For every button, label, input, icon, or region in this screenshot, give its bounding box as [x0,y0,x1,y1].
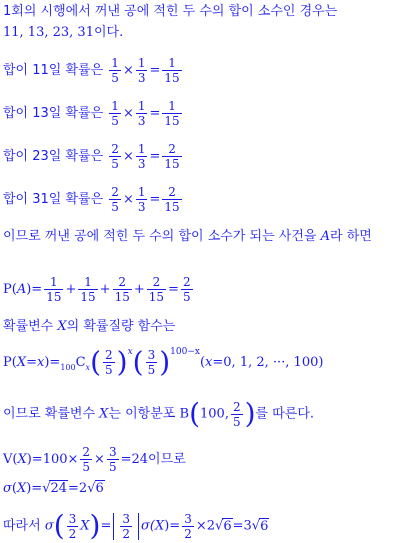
binomial-text-a: 이므로 확률변수 [3,406,100,422]
fraction: $\frac{2}{15}$ [164,185,180,214]
pa-rhs: )= [26,282,43,297]
binomial-text-d: 를 따른다. [255,406,315,422]
event-text-b: 라 하면 [330,229,372,244]
fraction: $\frac{1}{3}$ [137,185,146,214]
fraction: $\frac{2}{5}$ [111,185,119,214]
fraction: $\frac{3}{2}$ [68,511,77,541]
pmf-equation: $P(X=x)=_{100}C_x$( $\frac{2}{5}$ )$^x$( $\frac{3}{5}$ )$^{100-x}$(x=0, 1, 2, ···, 100) [3,345,324,379]
fraction: $\frac{2}{15}$ [148,275,165,304]
pmf-intro-var: X [57,319,67,334]
fraction: $\frac{1}{3}$ [137,99,146,128]
fraction: $\frac{3}{2}$ [184,511,192,541]
fraction: $\frac{2}{15}$ [164,142,180,171]
fraction: $\frac{3}{5}$ [147,348,156,377]
fraction: $\frac{2}{5}$ [111,142,119,171]
fraction: $\frac{3}{5}$ [108,445,117,474]
pmf-intro-b: 의 확률질량 함수는 [66,319,176,334]
binomial-b: B [179,406,190,422]
text-line-2 [3,26,123,39]
fraction: $\frac{1}{5}$ [111,99,119,128]
text-line-pmf-intro [3,320,175,333]
pa-lhs: P( [3,282,17,297]
fraction: $\frac{2}{5}$ [82,445,91,474]
fraction: $\frac{1}{5}$ [111,56,119,85]
fraction: $\frac{3}{2}$ [122,511,131,541]
prob-row: 합이 11일 확률은 $\frac{1}{5}$ × $\frac{1}{3}$ = $\frac{1}{15}$ [3,56,180,85]
prob-row-label: 합이 31일 확률은 [3,192,104,207]
prob-row-label: 합이 13일 확률은 [3,106,104,121]
text-line-event [3,230,372,243]
prob-row: 합이 23일 확률은 $\frac{2}{5}$ × $\frac{1}{3}$ = $\frac{2}{15}$ [3,142,180,171]
prob-row-label: 합이 11일 확률은 [3,63,104,78]
fraction: $\frac{1}{3}$ [137,56,146,85]
variance-tail: 이므로 [148,452,186,467]
pa-var: A [16,282,27,297]
event-variable: A [320,229,330,244]
pa-equation: P(A)= $\frac{1}{15}$ + $\frac{1}{15}$ + $\frac{2}{15}$ + $\frac{2}{15}$ = $\frac{2}{5}$ [3,275,191,304]
fraction: $\frac{1}{3}$ [137,142,146,171]
text-line-binomial: 이므로 확률변수 X는 이항분포 B(100, $\frac{2}{5}$ )를 따른다. [3,397,315,430]
text-line-1 [3,5,337,18]
prob-row-label: 합이 23일 확률은 [3,149,104,164]
fraction: $\frac{2}{5}$ [182,275,191,304]
event-text-a: 이므로 꺼낸 공에 적힌 두 수의 합이 소수가 되는 사건을 [3,229,321,244]
binomial-var: X [99,406,109,422]
final-equation: 따라서 σ( $\frac{3}{2}$ X)= $\frac{3}{2}$ σ(X)= $\frac{3}{2}$ ×2√6=3√6 [3,509,269,542]
fraction: $\frac{2}{5}$ [232,399,241,429]
fraction: $\frac{1}{15}$ [164,99,180,128]
final-label: 따라서 [3,518,45,534]
fraction: $\frac{1}{15}$ [80,275,96,304]
prime-sums: 11, 13, 23, 31이다. [3,25,124,40]
variance-equation: V(X)=100× $\frac{2}{5}$ × $\frac{3}{5}$ =24이므로 [3,445,186,474]
binomial-text-b: 는 이항분포 [108,406,180,422]
fraction: $\frac{1}{15}$ [164,56,180,85]
binomial-n: 100, [200,406,229,422]
absolute-value [113,513,139,540]
fraction: $\frac{1}{15}$ [46,275,62,304]
prob-row: 합이 13일 확률은 $\frac{1}{5}$ × $\frac{1}{3}$ = $\frac{1}{15}$ [3,99,180,128]
intro-sentence: 1회의 시행에서 꺼낸 공에 적힌 두 수의 합이 소수인 경우는 [3,4,338,19]
prob-row: 합이 31일 확률은 $\frac{2}{5}$ × $\frac{1}{3}$ = $\frac{2}{15}$ [3,185,180,214]
fraction: $\frac{2}{5}$ [105,348,113,377]
fraction: $\frac{2}{15}$ [114,275,130,304]
pmf-intro-a: 확률변수 [3,319,58,334]
stddev-equation: σ(X)=√24=2√6 [3,481,104,496]
